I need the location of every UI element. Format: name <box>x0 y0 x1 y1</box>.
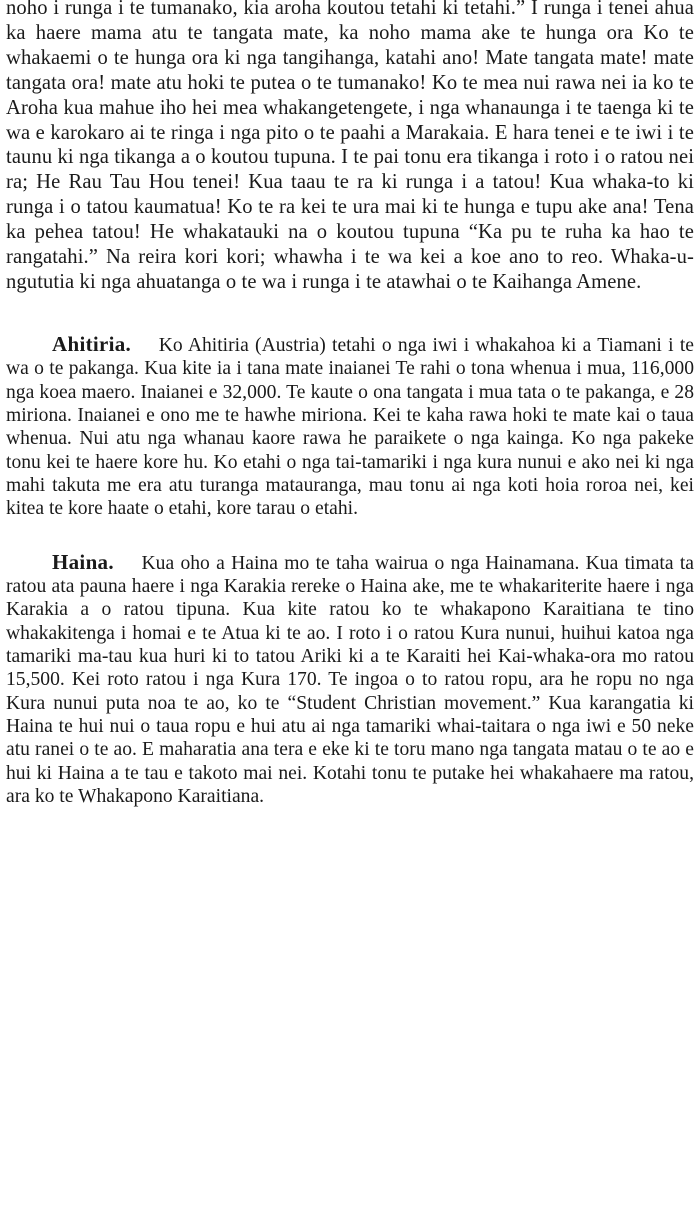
paragraph-ahitiria <box>6 333 694 521</box>
section-heading-ahitiria: Ahitiria. <box>52 331 153 356</box>
section-heading-haina: Haina. <box>52 549 136 574</box>
paragraph-text: Ko Ahitiria (Austria) tetahi o nga iwi i whakahoa ki a Tiamani i te wa o te pakanga. Kua kite ia i tana mate inaianei Te rahi o tona whenua i mua, 116,000 nga koea maero. Inaianei e 32,000. Te kaute o ona tangata i mua tata o te pakanga, e 28 miriona. Inaianei e ono me te hawhe miriona. Kei te kaha rawa hoki te mate kai o taua whenua. Nui atu nga whanau kaore rawa he paraikete o nga kainga. Ko nga pakeke tonu kei te haere kore hu. Ko etahi o nga tai-tamariki i nga kura nunui e ako nei ki nga mahi takuta me era atu turanga matauranga, mau tonu ai nga koti hoia roroa nei, kei kitea te kore haate o etahi, kore tarau o etahi. <box>6 334 694 520</box>
document-page <box>6 0 694 808</box>
paragraph-text: Kua oho a Haina mo te taha wairua o nga Hainamana. Kua timata ta ratou ata pauna haere i nga Karakia rereke o Haina ake, me te whakariterite haere i nga Karakia a o ratou tipuna. Kua kite ratou ko te whakapono Karaitiana te tino whakakitenga i homai e te Atua ki te ao. I roto i o ratou Kura nunui, huihui katoa nga tamariki ma-tau kua huri ki to tatou Ariki ki a te Karaiti hei Kai-whaka-ora mo ratou 15,500. Kei roto ratou i nga Kura 170. Te ingoa o to ratou ropu, ara he ropu no nga Kura nunui puta noa te ao, ko te “Student Christian movement.” Kua karangatia ki Haina te hui nui o taua ropu e hui atu ai nga tamariki whai-taitara o nga iwi e 50 neke atu ranei o te ao. E maharatia ana tera e eke ki te toru mano nga tangata matau o te ao e hui ki Haina a te tau e takoto mai nei. Kotahi tonu te putake hei whakahaere ma ratou, ara ko te Whakapono Karaitiana. <box>6 552 695 808</box>
paragraph-continuation <box>6 0 694 295</box>
paragraph-text: noho i runga i te tumanako, kia aroha koutou tetahi ki tetahi.” I runga i tenei ahua ka haere mama atu te tangata mate, ka noho mama ake te hunga ora Ko te whakaemi o te hunga ora ki nga tangihanga, katahi ano! Mate tangata mate! mate tangata ora! mate atu hoki te putea o te tumanako! Ko te mea nui rawa nei ia ko te Aroha kua mahue iho hei mea whakangetengete, i nga whanaunga i te taenga ki te wa e karokaro ai te ringa i nga pito o te paahi a Marakaia. E hara tenei e te iwi i te taunu ki nga tikanga a o koutou tupuna. I te pai tonu era tikanga i roto i o ratou nei ra; He Rau Tau Hou tenei! Kua taau te ra ki runga i a tatou! Kua whaka-to ki runga i o tatou kaumatua! Ko te ra kei te ura mai ki te hunga e tupu ake ana! Tena ka pehea tatou! He whakatauki na o koutou tupuna “Ka pu te ruha ka hao te rangatahi.” Na reira kori kori; whawha i te wa kei a koe ano to reo. Whaka-u-ngututia ki nga ahuatanga o te wa i runga i te atawhai o te Kaihanga Amene. <box>6 0 695 293</box>
paragraph-haina <box>6 551 694 809</box>
